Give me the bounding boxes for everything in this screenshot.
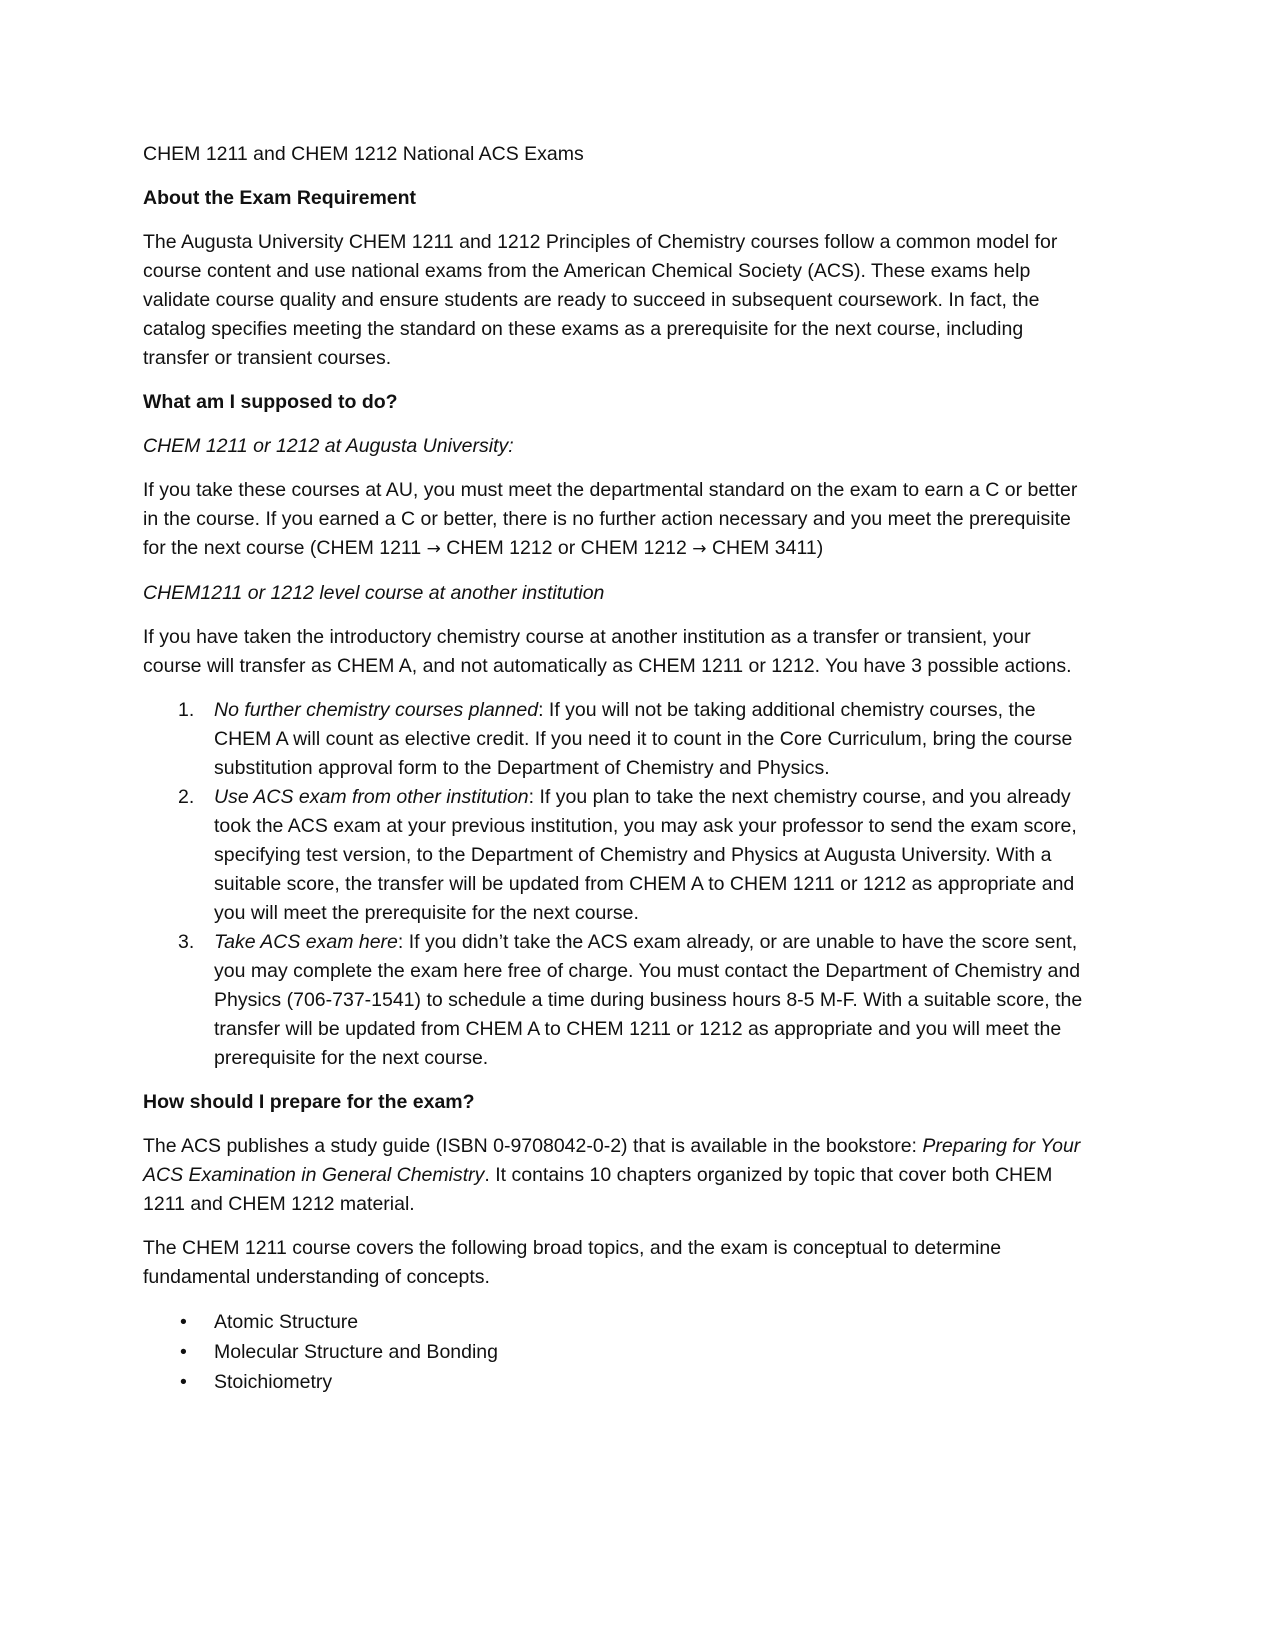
right-arrow-icon: → bbox=[692, 539, 707, 559]
action-text: : If you plan to take the next chemistry course, and you already took the ACS exam at your previous institution, you may ask your professor to send the exam score, specifying test version, to the Department of Chemistry and Physics at Augusta University. With a suitable score, the transfer will be updated from CHEM A to CHEM 1211 or 1212 as appropriate and you will meet the prerequisite for the next course. bbox=[214, 786, 1077, 924]
right-arrow-icon: → bbox=[426, 539, 441, 559]
list-item bbox=[143, 1367, 1083, 1397]
actions-list bbox=[143, 696, 1083, 1073]
action-text: : If you will not be taking additional chemistry courses, the CHEM A will count as elective credit. If you need it to count in the Core Curriculum, bring the course substitution approval form to the Department of Chemistry and Physics. bbox=[214, 699, 1073, 779]
list-item-number: 1. bbox=[178, 699, 195, 721]
heading-prepare: How should I prepare for the exam? bbox=[143, 1091, 475, 1113]
list-item bbox=[143, 696, 1083, 783]
guide-text-part-2: . It contains 10 chapters organized by topic that cover both CHEM 1211 and CHEM 1212 material. bbox=[143, 1164, 1053, 1215]
subheading-other-institution: CHEM1211 or 1212 level course at another institution bbox=[143, 582, 605, 604]
action-text: : If you didn’t take the ACS exam already, or are unable to have the score sent, you may complete the exam here free of charge. You must contact the Department of Chemistry and Physics (706-737-1541) to schedule a time during business hours 8-5 M-F. With a suitable score, the transfer will be updated from CHEM A to CHEM 1211 or 1212 as appropriate and you will meet the prerequisite for the next course. bbox=[214, 931, 1083, 1069]
heading-what-to-do: What am I supposed to do? bbox=[143, 391, 398, 413]
topic-label: Atomic Structure bbox=[214, 1311, 359, 1333]
document-page bbox=[143, 140, 1083, 1397]
bullet-icon: • bbox=[180, 1341, 187, 1363]
topics-list bbox=[143, 1307, 1083, 1397]
action-label: No further chemistry courses planned bbox=[214, 699, 539, 721]
au-text-part-2: CHEM 1212 or CHEM 1212 bbox=[440, 537, 693, 559]
study-guide-title: Preparing for Your ACS Examination in General Chemistry bbox=[143, 1135, 1081, 1186]
action-label: Use ACS exam from other institution bbox=[214, 786, 529, 808]
bullet-icon: • bbox=[180, 1311, 187, 1333]
bullet-icon: • bbox=[180, 1371, 187, 1393]
topic-label: Stoichiometry bbox=[214, 1371, 333, 1393]
subheading-au-courses: CHEM 1211 or 1212 at Augusta University: bbox=[143, 435, 514, 457]
document-title: CHEM 1211 and CHEM 1212 National ACS Exams bbox=[143, 143, 584, 165]
heading-about-exam: About the Exam Requirement bbox=[143, 187, 417, 209]
study-guide-paragraph bbox=[143, 1132, 1083, 1219]
list-item bbox=[143, 1337, 1083, 1367]
list-item-number: 3. bbox=[178, 931, 195, 953]
list-item bbox=[143, 928, 1083, 1073]
about-exam-paragraph: The Augusta University CHEM 1211 and 1212 Principles of Chemistry courses follow a common model for course content and use national exams from the American Chemical Society (ACS). These exams help validate course quality and ensure students are ready to succeed in subsequent coursework. In fact, the catalog specifies meeting the standard on these exams as a prerequisite for the next course, including transfer or transient courses. bbox=[143, 231, 1058, 369]
au-text-part-1: If you take these courses at AU, you must meet the departmental standard on the exam to earn a C or better in the course. If you earned a C or better, there is no further action necessary and you meet the prerequisite for the next course (CHEM 1211 bbox=[143, 479, 1078, 559]
guide-text-part-1: The ACS publishes a study guide (ISBN 0-9708042-0-2) that is available in the bookstore: bbox=[143, 1135, 923, 1157]
topic-label: Molecular Structure and Bonding bbox=[214, 1341, 498, 1363]
list-item-number: 2. bbox=[178, 786, 195, 808]
other-institution-paragraph: If you have taken the introductory chemistry course at another institution as a transfer or transient, your course will transfer as CHEM A, and not automatically as CHEM 1211 or 1212. You have 3 possible actions. bbox=[143, 626, 1072, 677]
list-item bbox=[143, 1307, 1083, 1337]
action-label: Take ACS exam here bbox=[214, 931, 398, 953]
au-text-part-3: CHEM 3411) bbox=[706, 537, 824, 559]
topics-intro-paragraph: The CHEM 1211 course covers the following broad topics, and the exam is conceptual to determine fundamental understanding of concepts. bbox=[143, 1237, 1002, 1288]
au-courses-paragraph bbox=[143, 476, 1083, 564]
list-item bbox=[143, 783, 1083, 928]
